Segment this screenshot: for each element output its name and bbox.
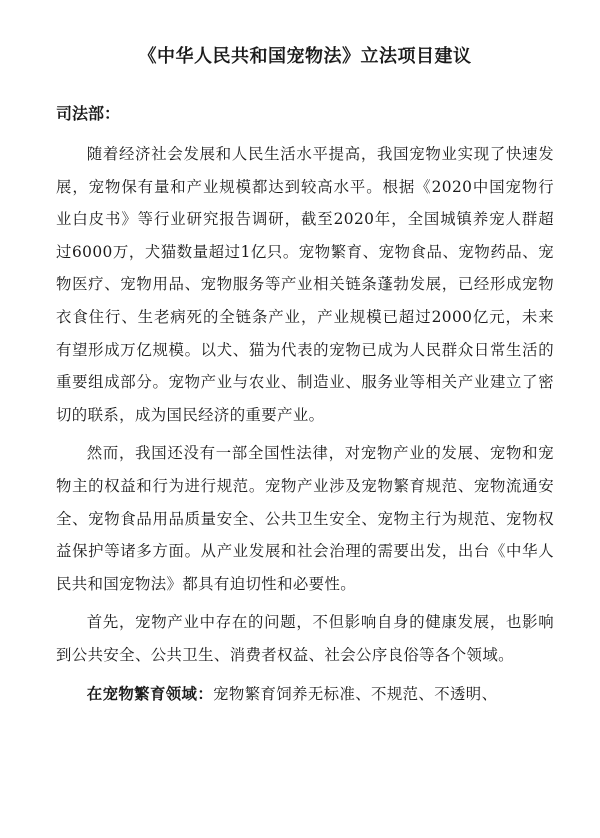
paragraph-4-text: 宠物繁育饲养无标准、不规范、不透明、 (213, 684, 498, 703)
paragraph-4 (56, 678, 554, 711)
paragraph-2: 然而，我国还没有一部全国性法律，对宠物产业的发展、宠物和宠物主的权益和行为进行规范。宠物产业涉及宠物繁育规范、宠物流通安全、宠物食品用品质量安全、公共卫生安全、宠物主行为规范、宠物权益保护等诸多方面。从产业发展和社会治理的需要出发，出台《中华人民共和国宠物法》都具有迫切性和必要性。 (56, 444, 554, 593)
paragraph-1: 随着经济社会发展和人民生活水平提高，我国宠物业实现了快速发展，宠物保有量和产业规模都达到较高水平。根据《2020中国宠物行业白皮书》等行业研究报告调研，截至2020年，全国城镇养宠人群超过6000万，犬猫数量超过1亿只。宠物繁育、宠物食品、宠物药品、宠物医疗、宠物用品、宠物服务等产业相关链条蓬勃发展，已经形成宠物衣食住行、生老病死的全链条产业，产业规模已超过2000亿元，未来有望形成万亿规模。以犬、猫为代表的宠物已成为人民群众日常生活的重要组成部分。宠物产业与农业、制造业、服务业等相关产业建立了密切的联系，成为国民经济的重要产业。 (56, 145, 554, 424)
paragraph-3: 首先，宠物产业中存在的问题，不但影响自身的健康发展，也影响到公共安全、公共卫生、消费者权益、社会公序良俗等各个领域。 (56, 613, 554, 664)
paragraph-4-lead: 在宠物繁育领域： (86, 684, 214, 703)
document-title: 《中华人民共和国宠物法》立法项目建议 (138, 46, 472, 67)
salutation: 司法部： (56, 104, 121, 123)
